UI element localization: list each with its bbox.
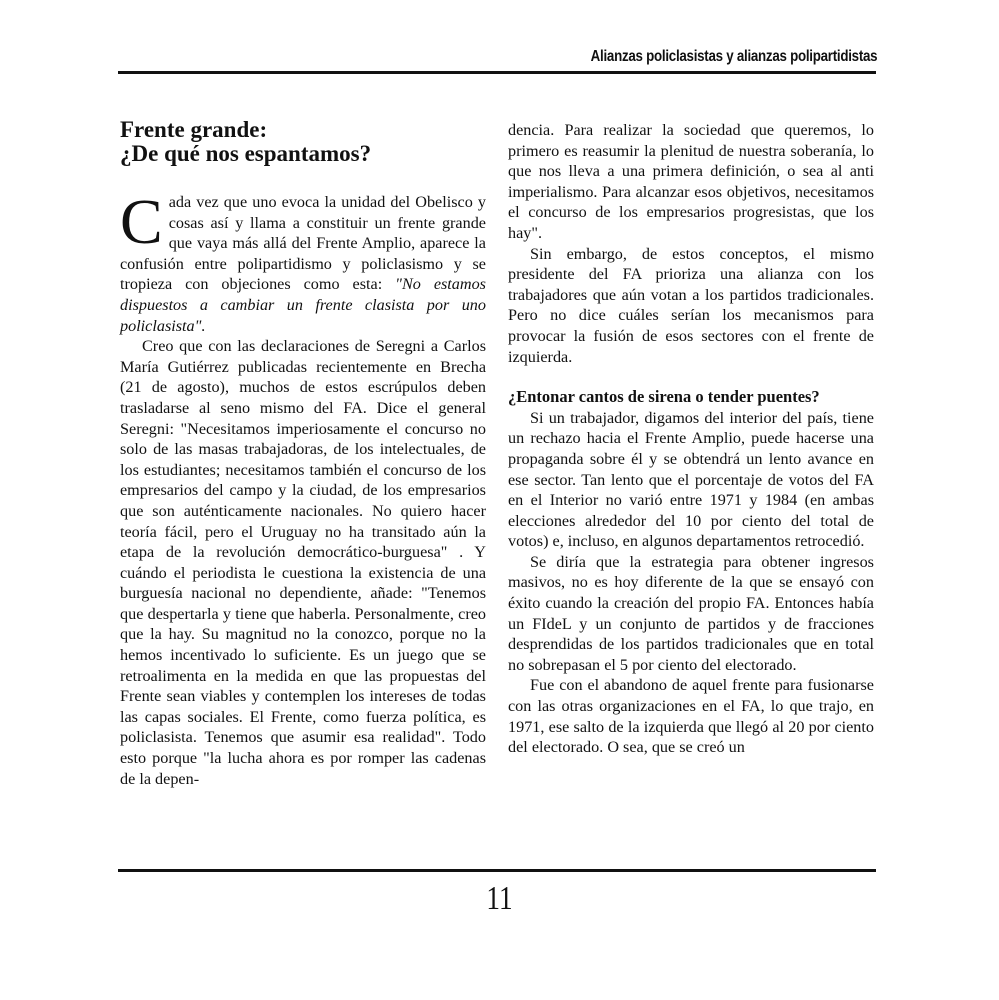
paragraph-4: Sin embargo, de estos conceptos, el mismo presidente del FA prioriza una alianza con los trabajadores que aún votan a los partidos tradicionales. Pero no dice cuáles serían los mecanismos para provocar la fusión de esos sectores con el frente de izquierda.: [508, 244, 874, 366]
top-rule: [118, 71, 876, 74]
left-column: [120, 118, 486, 789]
paragraph-1-text: ada vez que uno evoca la unidad del Obelisco y cosas así y llama a constituir un frente grande que vaya más allá del Frente Amplio, aparece la confusión entre polipartidismo y policlasismo y se tropieza con objeciones como esta:: [120, 193, 486, 294]
article-title-line-2: ¿De qué nos espantamos?: [120, 141, 372, 166]
page-number: 11: [486, 880, 513, 917]
paragraph-2: Creo que con las declaraciones de Seregni a Carlos María Gutiérrez publicadas recientemente en Brecha (21 de agosto), muchos de estos escrúpulos deben trasladarse al seno mismo del FA. Dice el general Seregni: "Necesitamos imperiosamente el concurso no solo de las masas trabajadoras, de los intelectuales, de los estudiantes; necesitamos también el concurso de los empresarios del campo y la ciudad, de los empresarios que son auténticamente nacionales. No quiero hacer teoría fácil, pero el Uruguay no ha transitado aún la etapa de la revolución democrático-burguesa" . Y cuándo el periodista le cuestiona la existencia de una burguesía nacional no dependiente, añade: "Tenemos que despertarla y tiene que haberla. Personalmente, creo que la hay. Su magnitud no la conozco, porque no la hemos incentivado lo suficiente. Es un juego que se retroalimenta en la medida en que las propuestas del Frente sean viables y contemplen los intereses de todas las capas sociales. El Frente, como fuerza política, es policlasista. Tenemos que asumir esa realidad". Todo esto porque "la lucha ahora es por romper las cadenas de la depen-: [120, 337, 486, 788]
paragraph-1: [120, 186, 486, 336]
running-header-title: Alianzas policlasistas y alianzas polipartidistas: [590, 48, 877, 65]
paragraph-7: Fue con el abandono de aquel frente para fusionarse con las otras organizaciones en el FA, lo que trajo, en 1971, ese salto de la izquierda que llegó al 20 por ciento del electorado. O sea, que se creó un: [508, 676, 874, 757]
section-heading: ¿Entonar cantos de sirena o tender puentes?: [508, 387, 820, 407]
paragraph-6: Se diría que la estrategia para obtener ingresos masivos, no es hoy diferente de la que se ensayó con éxito cuando la creación del propio FA. Entonces había un FIdeL y un conjunto de partidos y de fracciones desprendidas de los partidos tradicionales que en total no sobrepasan el 5 por ciento del electorado.: [508, 552, 874, 674]
paragraph-3: dencia. Para realizar la sociedad que queremos, lo primero es reasumir la plenitud de nuestra soberanía, lo que nos lleva a una primera definición, o sea al anti imperialismo. Para alcanzar esos objetivos, necesitamos el concurso de los empresarios progresistas, que los hay".: [508, 121, 874, 242]
paragraph-1-quote: "No estamos dispuestos a cambiar un frente clasista por uno policlasista".: [120, 275, 486, 335]
article-title-line-1: Frente grande:: [120, 117, 268, 142]
drop-cap: C: [120, 186, 163, 257]
right-column: [508, 120, 874, 758]
paragraph-5: Si un trabajador, digamos del interior del país, tiene un rechazo hacia el Frente Amplio, puede hacerse una propaganda sobre él y se obtendrá un lento avance en ese sector. Tan lento que el porcentaje de votos del FA en el Interior no varió entre 1971 y 1984 (en ambas elecciones alrededor del 10 por ciento del total de votos) e, incluso, en algunos departamentos retrocedió.: [508, 408, 874, 551]
article-title: [120, 118, 486, 166]
bottom-rule: [118, 869, 876, 872]
